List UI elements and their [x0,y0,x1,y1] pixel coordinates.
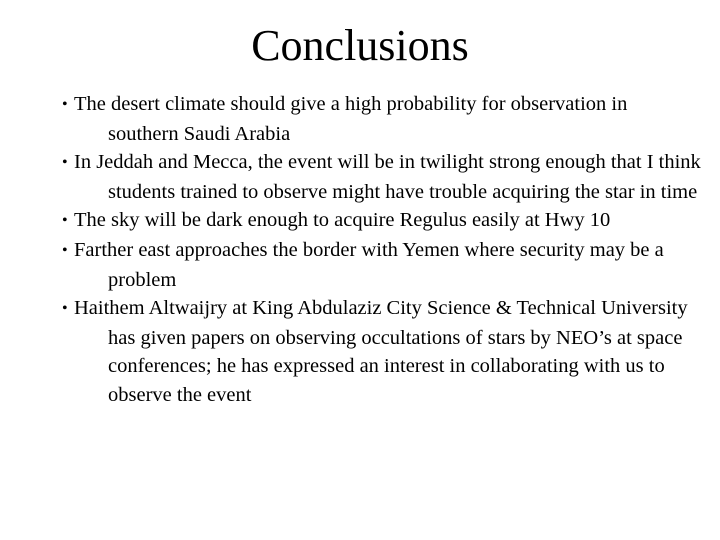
bullet-item [52,206,702,236]
bullet-icon: • [62,154,68,172]
slide-title: Conclusions [251,21,469,70]
bullet-text: In Jeddah and Mecca, the event will be in twilight strong enough that I think students trained to observe might have trouble acquiring the star in time [74,151,701,203]
bullet-text: The desert climate should give a high probability for observation in southern Saudi Arabia [74,93,628,145]
bullet-text: Haithem Altwaijry at King Abdulaziz City Science & Technical University has given papers on observing occultations of stars by NEO’s at space conferences; he has expressed an interest in collaborating with us to observe the event [74,297,688,406]
bullet-item [52,236,702,294]
bullet-icon: • [62,241,68,259]
bullet-item [52,90,702,148]
bullet-icon: • [62,96,68,113]
bullet-icon: • [62,300,68,318]
bullet-list [52,90,702,410]
bullet-item [52,294,702,409]
bullet-item [52,148,702,206]
bullet-icon: • [62,212,68,230]
bullet-text: Farther east approaches the border with Yemen where security may be a problem [74,238,664,291]
bullet-text: The sky will be dark enough to acquire Regulus easily at Hwy 10 [74,209,611,232]
